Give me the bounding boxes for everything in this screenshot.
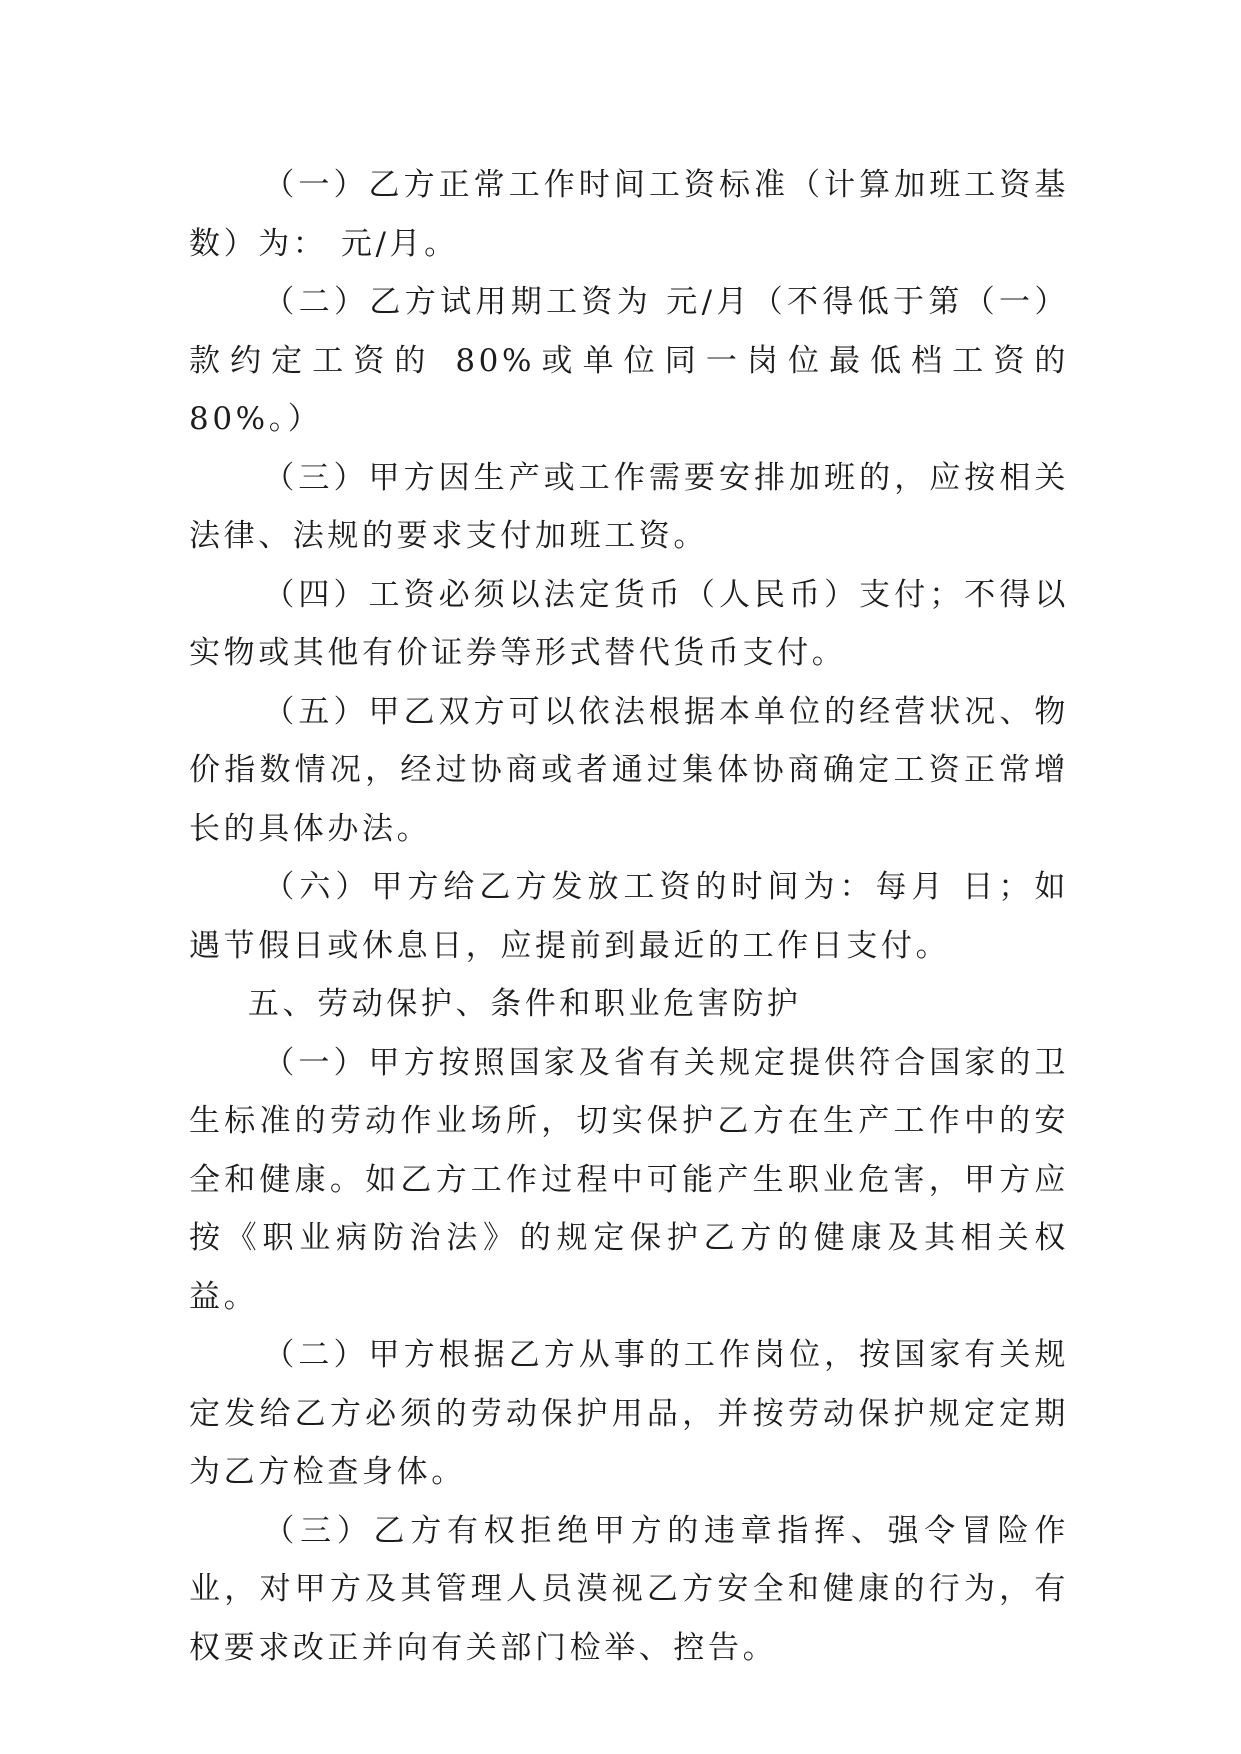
- document-body: [189, 156, 1069, 1677]
- paragraph-payday: （六）甲方给乙方发放工资的时间为：每月 日；如遇节假日或休息日，应提前到最近的工作日支付。: [189, 869, 1069, 964]
- section-heading-labor-protection: 五、劳动保护、条件和职业危害防护: [247, 986, 802, 1022]
- paragraph-wage-standard: （一）乙方正常工作时间工资标准（计算加班工资基数）为： 元/月。: [189, 167, 1069, 262]
- paragraph-overtime: （三）甲方因生产或工作需要安排加班的，应按相关法律、法规的要求支付加班工资。: [189, 459, 1069, 554]
- paragraph-right-to-refuse: （三）乙方有权拒绝甲方的违章指挥、强令冒险作业，对甲方及其管理人员漠视乙方安全和健康的行为，有权要求改正并向有关部门检举、控告。: [189, 1512, 1069, 1666]
- paragraph-protective-equipment: （二）甲方根据乙方从事的工作岗位，按国家有关规定发给乙方必须的劳动保护用品，并按劳动保护规定定期为乙方检查身体。: [189, 1337, 1069, 1490]
- paragraph-workplace-safety: （一）甲方按照国家及省有关规定提供符合国家的卫生标准的劳动作业场所，切实保护乙方在生产工作中的安全和健康。如乙方工作过程中可能产生职业危害，甲方应按《职业病防治法》的规定保护乙方的健康及其相关权益。: [189, 1044, 1069, 1315]
- paragraph-wage-growth: （五）甲乙双方可以依法根据本单位的经营状况、物价指数情况，经过协商或者通过集体协商确定工资正常增长的具体办法。: [189, 693, 1069, 847]
- paragraph-probation-wage: （二）乙方试用期工资为 元/月（不得低于第（一）款约定工资的 80%或单位同一岗位最低档工资的 80%。）: [189, 284, 1069, 437]
- paragraph-currency: （四）工资必须以法定货币（人民币）支付；不得以实物或其他有价证券等形式替代货币支付。: [189, 576, 1069, 671]
